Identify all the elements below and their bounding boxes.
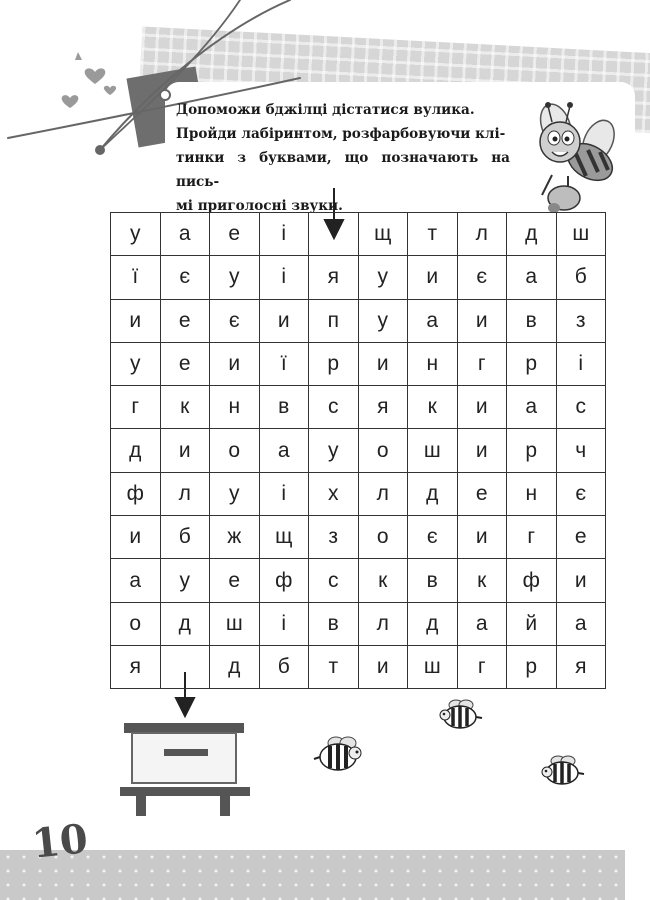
maze-cell[interactable]: д xyxy=(111,429,161,472)
bee-icon xyxy=(314,737,361,770)
maze-cell[interactable]: б xyxy=(260,646,310,689)
maze-cell[interactable]: о xyxy=(359,516,409,559)
maze-cell[interactable]: у xyxy=(359,300,409,343)
maze-cell[interactable]: б xyxy=(161,516,211,559)
maze-cell[interactable]: у xyxy=(161,559,211,602)
maze-cell[interactable]: д xyxy=(507,213,557,256)
maze-cell[interactable]: л xyxy=(161,473,211,516)
maze-cell[interactable]: є xyxy=(408,516,458,559)
maze-cell[interactable]: и xyxy=(458,300,508,343)
maze-cell[interactable]: ч xyxy=(557,429,607,472)
maze-cell[interactable]: о xyxy=(359,429,409,472)
maze-cell[interactable]: щ xyxy=(359,213,409,256)
beehive-icon xyxy=(120,723,250,816)
maze-cell[interactable]: ф xyxy=(260,559,310,602)
maze-cell[interactable]: с xyxy=(309,559,359,602)
maze-cell[interactable]: к xyxy=(458,559,508,602)
maze-cell[interactable]: в xyxy=(507,300,557,343)
maze-cell[interactable]: є xyxy=(210,300,260,343)
maze-cell[interactable]: и xyxy=(111,300,161,343)
maze-cell[interactable]: ш xyxy=(210,603,260,646)
maze-cell[interactable]: д xyxy=(210,646,260,689)
maze-cell[interactable]: и xyxy=(458,429,508,472)
maze-cell[interactable]: х xyxy=(309,473,359,516)
maze-cell[interactable]: и xyxy=(458,386,508,429)
maze-cell[interactable]: з xyxy=(557,300,607,343)
maze-cell[interactable]: к xyxy=(408,386,458,429)
maze-cell[interactable]: щ xyxy=(260,516,310,559)
maze-cell[interactable]: і xyxy=(260,603,310,646)
maze-cell[interactable]: д xyxy=(408,603,458,646)
maze-cell[interactable]: г xyxy=(458,646,508,689)
maze-cell[interactable]: у xyxy=(111,213,161,256)
maze-cell[interactable]: е xyxy=(210,213,260,256)
maze-cell[interactable]: к xyxy=(359,559,409,602)
maze-cell[interactable]: г xyxy=(458,343,508,386)
maze-cell[interactable]: и xyxy=(557,559,607,602)
maze-cell[interactable]: и xyxy=(408,256,458,299)
maze-cell[interactable]: я xyxy=(359,386,409,429)
maze-cell[interactable]: т xyxy=(408,213,458,256)
maze-cell[interactable]: л xyxy=(359,473,409,516)
maze-cell[interactable]: ш xyxy=(408,646,458,689)
maze-cell[interactable] xyxy=(309,213,359,256)
maze-cell[interactable]: і xyxy=(260,213,310,256)
maze-cell[interactable]: р xyxy=(309,343,359,386)
maze-cell[interactable]: р xyxy=(507,343,557,386)
maze-cell[interactable]: а xyxy=(408,300,458,343)
maze-cell[interactable]: и xyxy=(111,516,161,559)
maze-cell[interactable]: а xyxy=(507,386,557,429)
maze-cell[interactable]: и xyxy=(359,646,409,689)
maze-cell[interactable]: я xyxy=(111,646,161,689)
maze-cell[interactable]: е xyxy=(458,473,508,516)
maze-cell[interactable]: а xyxy=(260,429,310,472)
maze-cell[interactable]: ш xyxy=(557,213,607,256)
maze-cell[interactable]: а xyxy=(161,213,211,256)
task-instruction xyxy=(176,98,510,218)
maze-cell[interactable]: г xyxy=(507,516,557,559)
maze-cell[interactable]: н xyxy=(210,386,260,429)
maze-cell[interactable]: и xyxy=(161,429,211,472)
maze-cell[interactable]: в xyxy=(408,559,458,602)
footer-strip xyxy=(0,850,625,900)
maze-cell[interactable]: т xyxy=(309,646,359,689)
maze-cell[interactable]: р xyxy=(507,646,557,689)
maze-cell[interactable] xyxy=(161,646,211,689)
maze-cell[interactable]: у xyxy=(210,473,260,516)
maze-cell[interactable]: е xyxy=(161,300,211,343)
maze-cell[interactable]: е xyxy=(210,559,260,602)
maze-cell[interactable]: и xyxy=(458,516,508,559)
maze-cell[interactable]: є xyxy=(557,473,607,516)
instruction-line: Допоможи бджілці дістатися вулика. xyxy=(176,102,475,118)
maze-cell[interactable]: у xyxy=(210,256,260,299)
maze-cell[interactable]: а xyxy=(557,603,607,646)
maze-cell[interactable]: у xyxy=(111,343,161,386)
maze-cell[interactable]: ф xyxy=(111,473,161,516)
maze-cell[interactable]: о xyxy=(210,429,260,472)
maze-cell[interactable]: ї xyxy=(111,256,161,299)
maze-cell[interactable]: л xyxy=(458,213,508,256)
maze-cell[interactable]: с xyxy=(309,386,359,429)
maze-cell[interactable]: г xyxy=(111,386,161,429)
maze-cell[interactable]: а xyxy=(111,559,161,602)
heart-icon xyxy=(62,52,116,108)
maze-cell[interactable]: я xyxy=(309,256,359,299)
maze-cell[interactable]: у xyxy=(309,429,359,472)
maze-cell[interactable]: ф xyxy=(507,559,557,602)
maze-cell[interactable]: и xyxy=(260,300,310,343)
maze-cell[interactable]: е xyxy=(161,343,211,386)
instruction-line: Пройди лабіринтом, розфарбовуючи клі- xyxy=(176,126,506,142)
maze-cell[interactable]: к xyxy=(161,386,211,429)
letter-maze-grid xyxy=(110,212,606,689)
maze-cell[interactable]: в xyxy=(309,603,359,646)
maze-cell[interactable]: л xyxy=(359,603,409,646)
maze-cell[interactable]: р xyxy=(507,429,557,472)
maze-cell[interactable]: і xyxy=(260,473,310,516)
bee-icon xyxy=(440,700,482,728)
bee-icon xyxy=(542,756,584,784)
maze-cell[interactable]: ї xyxy=(260,343,310,386)
maze-cell[interactable]: а xyxy=(507,256,557,299)
maze-cell[interactable]: б xyxy=(557,256,607,299)
maze-cell[interactable]: і xyxy=(260,256,310,299)
maze-cell[interactable]: с xyxy=(557,386,607,429)
maze-cell[interactable]: ж xyxy=(210,516,260,559)
maze-cell[interactable]: і xyxy=(557,343,607,386)
maze-cell[interactable]: у xyxy=(359,256,409,299)
maze-cell[interactable]: е xyxy=(557,516,607,559)
maze-cell[interactable]: з xyxy=(309,516,359,559)
maze-cell[interactable]: й xyxy=(507,603,557,646)
maze-cell[interactable]: и xyxy=(359,343,409,386)
maze-cell[interactable]: д xyxy=(161,603,211,646)
maze-cell[interactable]: а xyxy=(458,603,508,646)
maze-cell[interactable]: я xyxy=(557,646,607,689)
maze-cell[interactable]: п xyxy=(309,300,359,343)
instruction-line: мі приголосні звуки. xyxy=(176,198,343,214)
maze-cell[interactable]: в xyxy=(260,386,310,429)
maze-cell[interactable]: н xyxy=(507,473,557,516)
maze-cell[interactable]: о xyxy=(111,603,161,646)
maze-cell[interactable]: ш xyxy=(408,429,458,472)
maze-cell[interactable]: є xyxy=(161,256,211,299)
maze-cell[interactable]: є xyxy=(458,256,508,299)
maze-cell[interactable]: д xyxy=(408,473,458,516)
instruction-line: тинки з буквами, що позначають на пись- xyxy=(176,150,510,190)
maze-cell[interactable]: и xyxy=(210,343,260,386)
page-number: 10 xyxy=(29,815,90,868)
maze-cell[interactable]: н xyxy=(408,343,458,386)
